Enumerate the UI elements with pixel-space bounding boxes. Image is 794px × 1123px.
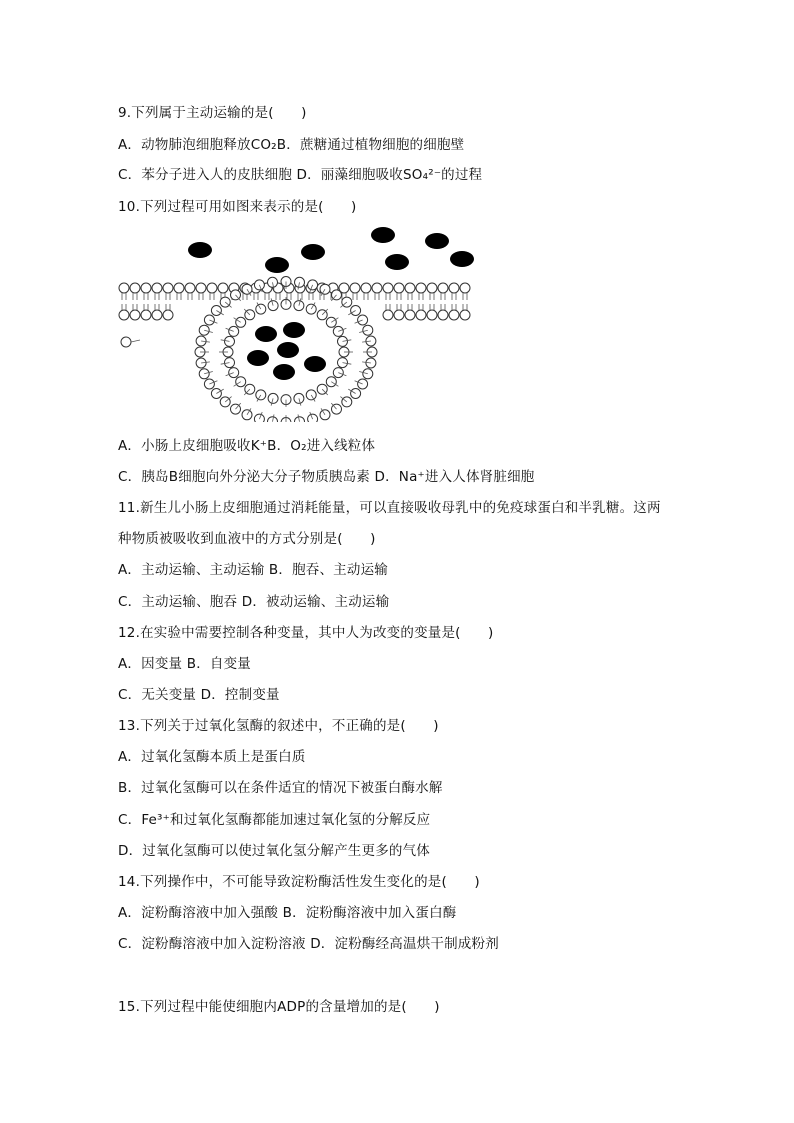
question-13-option-c: C．Fe³⁺和过氧化氢酶都能加速过氧化氢的分解反应 <box>118 812 431 828</box>
particle <box>304 356 326 372</box>
question-12-option-cd: C．无关变量 D．控制变量 <box>118 687 280 703</box>
particle <box>273 364 295 380</box>
engulfed-particles <box>247 322 326 380</box>
particle <box>425 233 449 249</box>
membrane-vesicle-diagram <box>118 222 478 422</box>
particle <box>283 322 305 338</box>
particle <box>371 227 395 243</box>
question-11-stem-cont: 种物质被吸收到血液中的方式分别是( ) <box>118 531 376 547</box>
question-13-option-a: A．过氧化氢酶本质上是蛋白质 <box>118 749 306 765</box>
question-12-stem: 12.在实验中需要控制各种变量，其中人为改变的变量是( ) <box>118 625 494 641</box>
question-11-option-ab: A．主动运输、主动运输 B．胞吞、主动运输 <box>118 562 388 578</box>
question-11-option-cd: C．主动运输、胞吞 D．被动运输、主动运输 <box>118 594 390 610</box>
question-13-option-b: B．过氧化氢酶可以在条件适宜的情况下被蛋白酶水解 <box>118 780 443 796</box>
particle <box>255 326 277 342</box>
question-11-stem: 11.新生儿小肠上皮细胞通过消耗能量，可以直接吸收母乳中的免疫球蛋白和半乳糖。这两 <box>118 500 661 516</box>
question-13-option-d: D．过氧化氢酶可以使过氧化氢分解产生更多的气体 <box>118 843 430 859</box>
question-10-stem: 10.下列过程可用如图来表示的是( ) <box>118 199 357 215</box>
question-14-stem: 14.下列操作中，不可能导致淀粉酶活性发生变化的是( ) <box>118 874 480 890</box>
question-12-option-ab: A．因变量 B．自变量 <box>118 656 251 672</box>
question-15-stem: 15.下列过程中能使细胞内ADP的含量增加的是( ) <box>118 999 440 1015</box>
question-14-option-ab: A．淀粉酶溶液中加入强酸 B．淀粉酶溶液中加入蛋白酶 <box>118 905 457 921</box>
question-14-option-cd: C．淀粉酶溶液中加入淀粉溶液 D．淀粉酶经高温烘干制成粉剂 <box>118 936 499 952</box>
question-10-option-cd: C．胰岛B细胞向外分泌大分子物质胰岛素 D．Na⁺进入人体肾脏细胞 <box>118 469 535 485</box>
question-13-stem: 13.下列关于过氧化氢酶的叙述中，不正确的是( ) <box>118 718 439 734</box>
question-9-option-ab: A．动物肺泡细胞释放CO₂B．蔗糖通过植物细胞的细胞壁 <box>118 137 465 153</box>
question-9-option-cd: C．苯分子进入人的皮肤细胞 D．丽藻细胞吸收SO₄²⁻的过程 <box>118 167 483 183</box>
endocytosis-figure <box>118 222 478 422</box>
extracellular-particles <box>188 227 474 273</box>
particle <box>301 244 325 260</box>
particle <box>450 251 474 267</box>
question-10-option-ab: A．小肠上皮细胞吸收K⁺B．O₂进入线粒体 <box>118 438 376 454</box>
question-9-stem: 9.下列属于主动运输的是( ) <box>118 105 307 121</box>
particle <box>385 254 409 270</box>
particle <box>188 242 212 258</box>
particle <box>247 350 269 366</box>
particle <box>277 342 299 358</box>
particle <box>265 257 289 273</box>
